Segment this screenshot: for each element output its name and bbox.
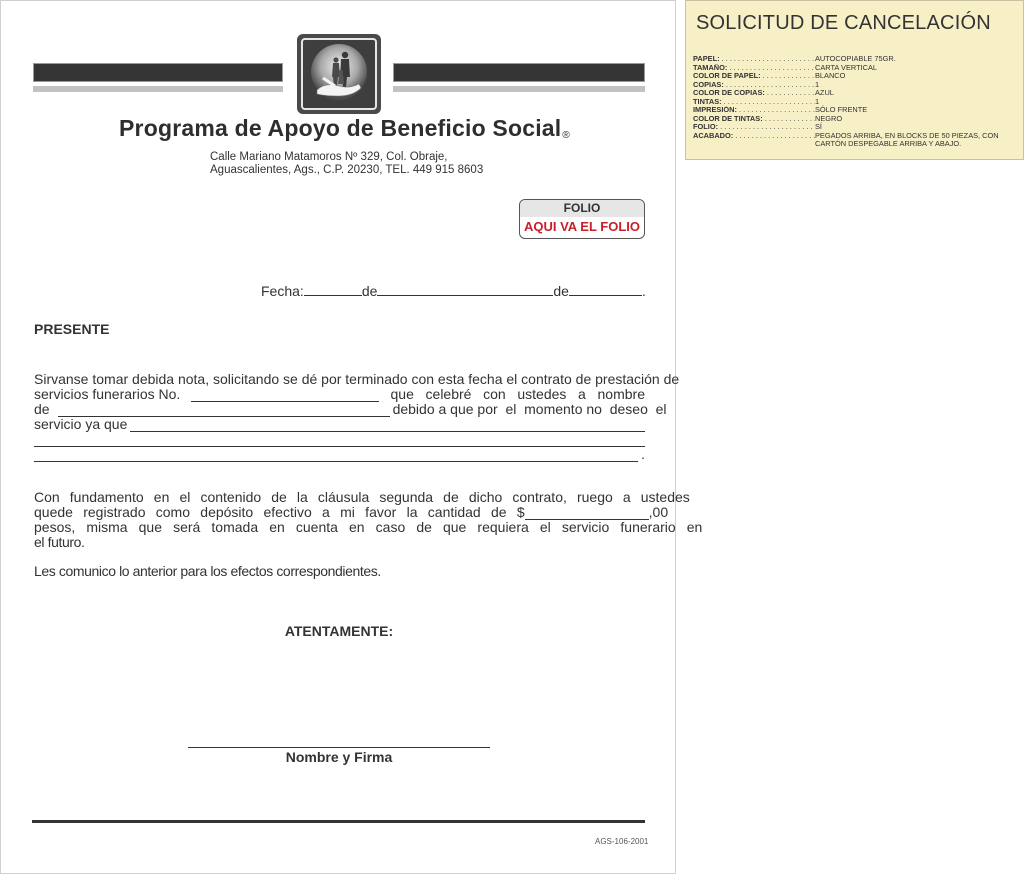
spec-key: COLOR DE TINTAS: . . . [693,115,815,124]
paragraph1-line2 [34,387,645,402]
address-line-2: Aguascalientes, Ags., C.P. 20230, TEL. 449 915 8603 [210,164,484,176]
print-spec-panel [685,0,1024,160]
date-separator-1: de [361,283,378,299]
spec-value: NEGRO [815,113,843,123]
spec-key-spacer [693,140,815,149]
organization-address [210,151,483,177]
spec-list [693,55,1019,149]
paragraph1-line2-end: que celebré con ustedes a nombre [390,386,645,402]
spec-value: 1 [815,79,820,89]
spec-key: COPIAS: . . . [693,81,815,90]
form-code: AGS-106-2001 [595,837,649,846]
paragraph2-line2-end: ,00 [648,504,669,520]
spec-value: SÍ [815,122,822,131]
paragraph2-line4 [34,535,645,550]
paragraph2-line1-text: Con fundamento en el contenido de la cláusula segunda de dicho contrato, ruego a ustedes [34,489,690,505]
folio-box [519,199,645,239]
spec-key: TAMAÑO: . . . [693,64,815,73]
spec-value: AZUL [815,88,834,97]
spec-row-ink-color [693,115,1019,124]
organization-title [119,115,570,142]
header-bar-left-dark [33,63,283,82]
paragraph2-line4-text: el futuro. [34,534,85,550]
paragraph2-line2-start: quede registrado como depósito efectivo a mi favor la cantidad de $ [34,504,525,520]
spec-value: SÓLO FRENTE [815,105,868,114]
address-line-1: Calle Mariano Matamoros Nº 329, Col. Obraje, [210,151,448,163]
spec-row-finish-continued [693,140,1019,149]
paragraph-deposit [34,489,703,550]
spec-value: AUTOCOPIABLE 75GR. [815,54,896,63]
salutation: PRESENTE [34,321,110,337]
folio-label: FOLIO [520,200,644,217]
closing-sentence-text: Les comunico lo anterior para los efectos correspondientes. [34,563,381,579]
footer-rule [32,820,645,823]
header-bar-left-light [33,86,283,92]
contract-number-field[interactable] [191,390,379,402]
spec-row-size [693,64,1019,73]
paragraph1-line3-end: debido a que por el momento no deseo el [392,401,667,417]
spec-row-copies [693,81,1019,90]
paragraph1-line6 [34,447,645,462]
date-year-field[interactable] [569,283,642,296]
spec-key: TINTAS: . . . [693,98,815,107]
closing-sentence [34,564,645,579]
spec-key: IMPRESIÓN: . . . [693,106,815,115]
paragraph-request [34,371,680,462]
hand-with-family-icon [301,38,377,110]
spec-value: BLANCO [815,71,846,80]
reason-field-line-3[interactable] [34,450,638,462]
paragraph1-line1 [34,371,680,387]
paragraph1-line1-text: Sirvanse tomar debida nota, solicitando se dé por terminado con esta fecha el contrato de prestación de [34,371,680,387]
folio-value: AQUI VA EL FOLIO [523,219,641,234]
paragraph1-line4-start: servicio ya que [34,416,128,432]
spec-key: FOLIO: . . . [693,123,815,132]
spec-key: COLOR DE PAPEL: . . . [693,72,815,81]
closing-heading [1,623,677,639]
spec-key: COLOR DE COPIAS: . . . [693,89,815,98]
spec-value: 1 [815,96,820,106]
header-bar-right-dark [393,63,645,82]
date-label: Fecha: [261,283,304,299]
paragraph1-line4 [34,417,645,432]
spec-value: CARTA VERTICAL [815,62,878,72]
spec-key: PAPEL: . . . [693,55,815,64]
date-month-field[interactable] [377,283,553,296]
header-bar-right-light [393,86,645,92]
paragraph1-line2-start: servicios funerarios No. [34,386,181,402]
signature-line[interactable] [188,747,490,748]
paragraph2-line3 [34,519,703,535]
reason-field-line-2[interactable] [34,432,645,447]
closing-heading-text: ATENTAMENTE: [284,623,394,639]
organization-logo [297,34,381,114]
spec-row-printing [693,106,1019,115]
paragraph1-line3-start: de [34,401,50,417]
date-line [261,283,646,299]
reason-field-line-1[interactable] [130,420,645,432]
spec-key: ACABADO: . . . [693,132,815,141]
spec-row-paper-color [693,72,1019,81]
paragraph1-line6-end: . [641,446,645,462]
paragraph2-line3-text: pesos, misma que será tomada en cuenta en caso de que requiera el servicio funerario en [34,519,703,535]
organization-title-text: Programa de Apoyo de Beneficio Social [119,115,562,141]
paragraph2-line1 [34,489,690,505]
registered-mark: ® [562,130,570,141]
date-separator-2: de [553,283,569,299]
signature-label: Nombre y Firma [285,749,393,765]
paragraph2-line2 [34,504,669,520]
date-end: . [641,283,646,299]
paragraph1-line3 [34,401,667,417]
spec-value: PEGADOS ARRIBA, EN BLOCKS DE 50 PIEZAS, CON [815,130,999,140]
date-day-field[interactable] [304,283,362,296]
spec-panel-title: SOLICITUD DE CANCELACIÓN [696,12,991,34]
spec-row-copy-color [693,89,1019,98]
spec-value: CARTÓN DESPEGABLE ARRIBA Y ABAJO. [815,139,962,148]
